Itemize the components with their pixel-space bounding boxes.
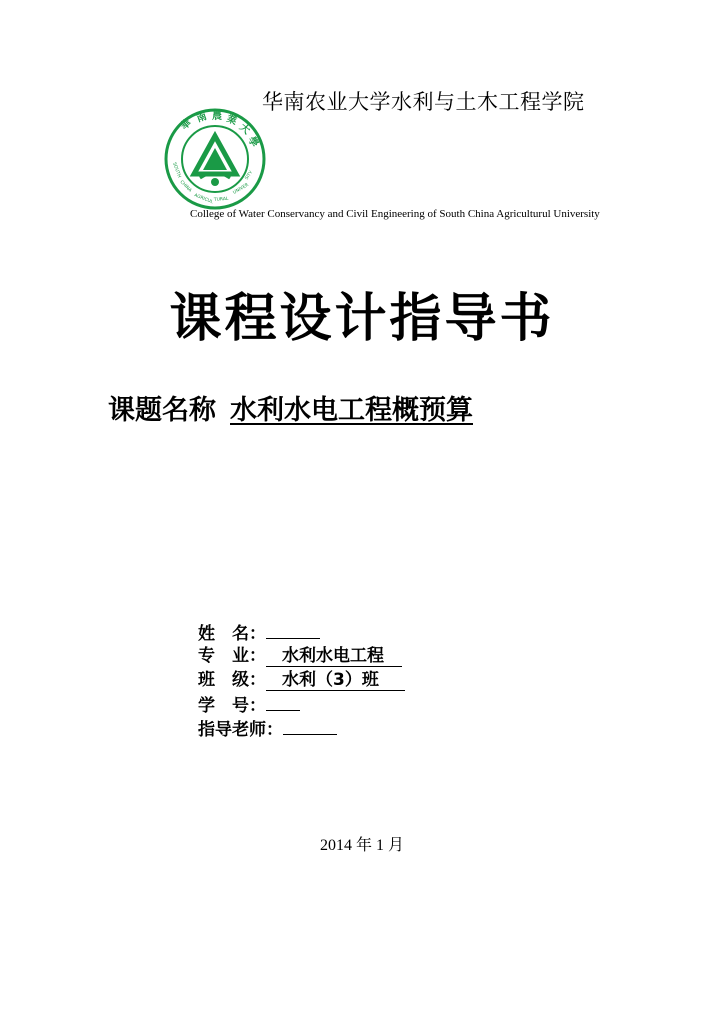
- student-info: [198, 620, 405, 740]
- university-seal-icon: [164, 108, 266, 210]
- class-value: 水利（3）班: [266, 670, 405, 691]
- name-value: [266, 620, 320, 639]
- svg-text:大: 大: [237, 121, 252, 137]
- class-row: [198, 668, 405, 692]
- svg-text:SITY: SITY: [244, 170, 255, 182]
- document-title: 课程设计指导书: [169, 289, 555, 349]
- topic-label: 课题名称: [108, 395, 216, 426]
- svg-text:學: 學: [245, 135, 260, 150]
- name-label: 姓 名：: [198, 624, 266, 644]
- advisor-value: [283, 716, 337, 735]
- svg-text:UNIVER: UNIVER: [232, 182, 250, 196]
- name-row: [198, 620, 405, 644]
- svg-text:AGRICUL: AGRICUL: [193, 193, 214, 206]
- class-label: 班 级：: [198, 670, 266, 690]
- student-id-label: 学 号：: [198, 696, 266, 716]
- school-name: 华南农业大学水利与土木工程学院: [262, 90, 585, 114]
- svg-text:華: 華: [178, 117, 194, 133]
- student-id-value: [266, 692, 300, 711]
- document-date: 2014 年 1 月: [319, 837, 404, 854]
- student-id-row: [198, 692, 405, 716]
- svg-text:業: 業: [224, 113, 239, 128]
- advisor-row: [198, 716, 405, 740]
- svg-text:農: 農: [212, 111, 222, 122]
- svg-text:TURAL: TURAL: [213, 196, 229, 203]
- major-value: 水利水电工程: [266, 646, 402, 667]
- major-row: [198, 644, 405, 668]
- topic-row: [108, 388, 499, 427]
- major-label: 专 业：: [198, 646, 266, 666]
- topic-value: 水利水电工程概预算: [230, 395, 473, 426]
- svg-text:CHINA: CHINA: [178, 179, 193, 194]
- advisor-label: 指导老师：: [198, 720, 283, 740]
- college-english-name: College of Water Conservancy and Civil Engineering of South China Agriculturul University: [190, 208, 600, 220]
- svg-text:南: 南: [195, 111, 209, 125]
- svg-text:SOUTH: SOUTH: [171, 161, 182, 179]
